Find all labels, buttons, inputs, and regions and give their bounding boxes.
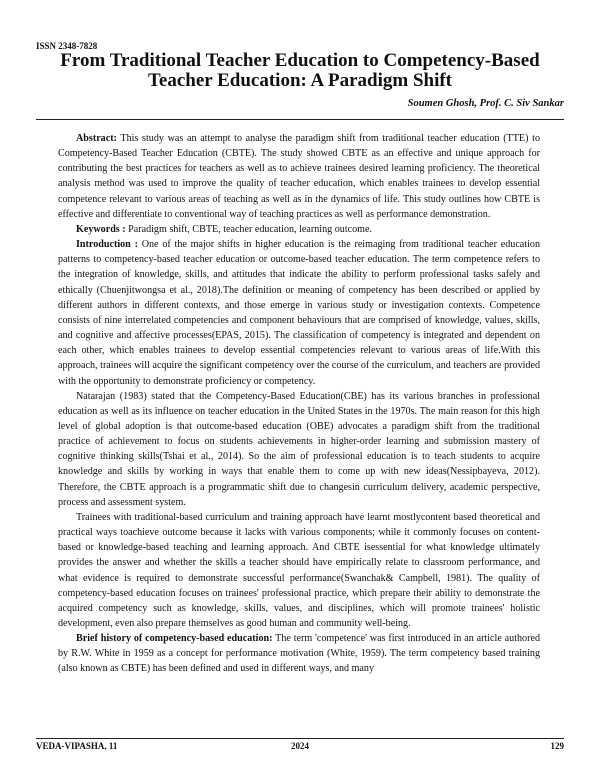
footer-page-number: 129 (550, 741, 564, 751)
title-line-1: From Traditional Teacher Education to Competency-Based (60, 50, 540, 71)
brief-history-paragraph (58, 631, 540, 676)
introduction-text: One of the major shifts in higher education is the reimaging from traditional teacher education patterns to competency-based teacher education or outcome-based teacher education. The term competence refers to the integration of knowledge, skills, and attitudes that indicate the ability to perform professional tasks safely and ethically (Chuenjitwongsa et al., 2018).The definition or meaning of competency has been described or applied by different authors in different contexts, and those emerge in various study or investigation contexts. Competence consists of nine interrelated competencies and component behaviours that are comprised of knowledge, values, skills, and cognitive and affective processes(EPAS, 2015). The classification of competency is integrated and dependent on each other, which enables trainees to develop essential competencies relevant to various areas of life.With this approach, trainees will acquire the significant competency over the course of the curriculum, and teachers are provided with the opportunity to demonstrate proficiency or competency. (58, 239, 540, 387)
keywords-label: Keywords : (76, 223, 126, 235)
brief-history-label: Brief history of competency-based education: (76, 633, 273, 645)
footer-year: 2024 (291, 741, 309, 751)
issn-label: ISSN 2348-7828 (36, 41, 98, 51)
keywords-paragraph (58, 222, 540, 237)
abstract-text: This study was an attempt to analyse the paradigm shift from traditional teacher education (TTE) to Competency-Based Teacher Education (CBTE). The study showed CBTE as an effective and unique approach for contributing the best practices for teachers as well as to achieve trainees desired learning proficiency. The theoretical analysis method was used to improve the quality of teacher education, which enables trainees to develop essential competence relevant to various areas of teaching as well as in the dynamics of life. This study outlines how CBTE is effective and differentiate to conventional way of teaching practices as well as performance demonstration. (58, 133, 540, 220)
brief-history-text: The term 'competence' was first introduced in an article authored by R.W. White in 1959 as a concept for performance motivation (White, 1959). The term competency based training (also known as CBTE) has been defined and used in different ways, and many (58, 633, 540, 675)
paper-title (30, 51, 570, 91)
article-body (58, 131, 540, 677)
abstract-label: Abstract: (76, 133, 117, 144)
body-paragraph-2: Natarajan (1983) stated that the Competency-Based Education(CBE) has its various branches in professional education as well as its influence on teacher education in the United States in the 1970s. The main reason for this high level of global adoption is that outcome-based education (OBE) advocates a paradigm shift from the traditional practice of achievement to focus on students achievements in higher-order learning and submission mastery of cognitive thinking skills(Tshai et al., 2014). So the aim of professional education is to teach students to acquire knowledge and skills by working in ways that enable them to come up with new ideas(Nessipbayeva, 2012). Therefore, the CBTE approach is a programmatic shift due to changesin curriculum delivery, academic perspective, process and assessment system. (58, 390, 540, 508)
title-line-2: Teacher Education: A Paradigm Shift (147, 70, 453, 91)
header-divider (36, 119, 564, 120)
introduction-label: Introduction : (76, 239, 138, 251)
author-names: Soumen Ghosh, Prof. C. Siv Sankar (407, 98, 564, 109)
footer-divider (36, 738, 564, 739)
page-footer (36, 741, 564, 755)
introduction-paragraph (58, 237, 540, 389)
body-paragraph-3: Trainees with traditional-based curriculum and training approach have learnt mostlycontent based theoretical and practical ways toachieve outcome because it lacks with various components; while it commonly focuses on content-based or knowledge-based teaching and learning approach. And CBTE isessential for what knowledge ultimately provides the answer and whether the skills a teacher should have empirically relate to classroom performance, and what evidence is required to demonstrate successful performance(Swanchak& Campbell, 1981). The quality of competency-based education focuses on trainees' professional practice, which prepare their ability to demonstrate the acquired competency such as knowledge, skills, values, and disciplines, which will promote trainees' holistic development, even also prepare themselves as good human and community well-being. (58, 511, 540, 629)
abstract-paragraph (58, 131, 540, 222)
keywords-text: Paradigm shift, CBTE, teacher education, learning outcome. (125, 223, 373, 235)
footer-journal: VEDA-VIPASHA, 11 (36, 741, 118, 751)
